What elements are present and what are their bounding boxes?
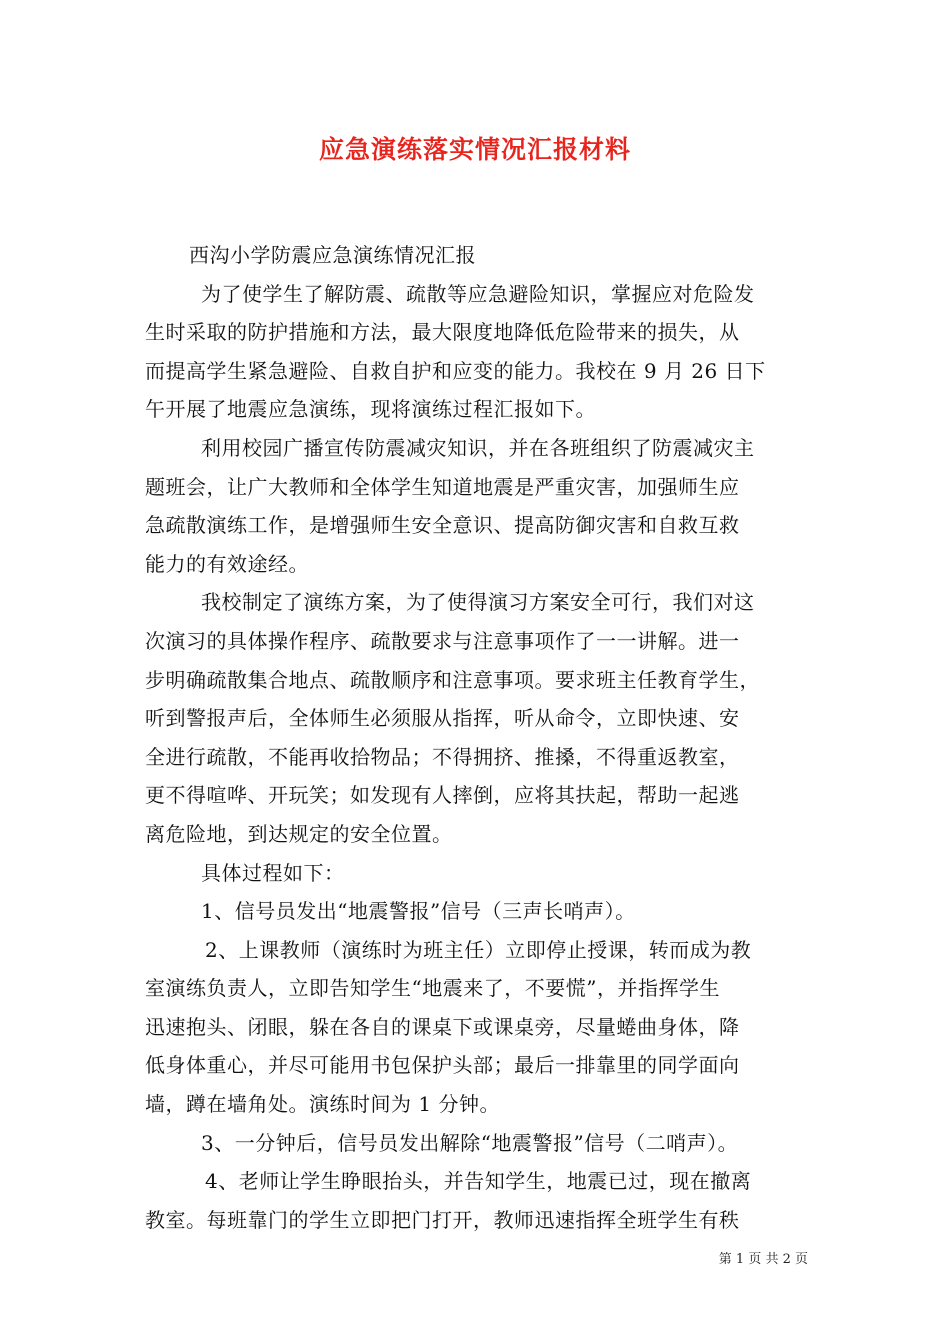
paragraph-line: 听到警报声后，全体师生必须服从指挥，听从命令，立即快速、安 xyxy=(145,706,740,731)
paragraph-line: 而提高学生紧急避险、自救自护和应变的能力。我校在 9 月 26 日下 xyxy=(145,358,766,383)
document-body xyxy=(145,236,807,1239)
paragraph-line: 次演习的具体操作程序、疏散要求与注意事项作了一一讲解。进一 xyxy=(145,628,740,653)
paragraph-line: 为了使学生了解防震、疏散等应急避险知识，掌握应对危险发 xyxy=(201,281,755,306)
paragraph-line: 全进行疏散，不能再收拾物品；不得拥挤、推搡，不得重返教室， xyxy=(145,744,740,769)
list-item: 3、一分钟后，信号员发出解除“地震警报”信号（二哨声）。 xyxy=(201,1130,739,1155)
paragraph-line: 更不得喧哗、开玩笑；如发现有人摔倒，应将其扶起，帮助一起逃 xyxy=(145,783,740,808)
paragraph-line: 利用校园广播宣传防震减灾知识，并在各班组织了防震减灾主 xyxy=(201,435,755,460)
paragraph-line: 能力的有效途经。 xyxy=(145,551,309,576)
paragraph-line: 迅速抱头、闭眼，躲在各自的课桌下或课桌旁，尽量蜷曲身体，降 xyxy=(145,1014,740,1039)
paragraph-line: 题班会，让广大教师和全体学生知道地震是严重灾害，加强师生应 xyxy=(145,474,740,499)
paragraph-line: 急疏散演练工作，是增强师生安全意识、提高防御灾害和自救互救 xyxy=(145,513,740,538)
list-item: 1、信号员发出“地震警报”信号（三声长哨声）。 xyxy=(201,899,636,924)
list-item: 2、上课教师（演练时为班主任）立即停止授课，转而成为教 xyxy=(205,937,752,962)
list-item: 4、老师让学生睁眼抬头，并告知学生，地震已过，现在撤离 xyxy=(205,1169,752,1194)
paragraph-line: 我校制定了演练方案，为了使得演习方案安全可行，我们对这 xyxy=(201,590,755,615)
paragraph-line: 步明确疏散集合地点、疏散顺序和注意事项。要求班主任教育学生， xyxy=(145,667,760,692)
paragraph-line: 低身体重心，并尽可能用书包保护头部；最后一排靠里的同学面向 xyxy=(145,1053,740,1078)
paragraph-line: 墙，蹲在墙角处。演练时间为 1 分钟。 xyxy=(145,1092,500,1117)
page-number: 第 1 页 共 2 页 xyxy=(718,1252,808,1267)
paragraph-line: 离危险地，到达规定的安全位置。 xyxy=(145,821,453,846)
paragraph-line: 具体过程如下： xyxy=(201,860,345,885)
document-title: 应急演练落实情况汇报材料 xyxy=(318,135,631,164)
paragraph-line: 教室。每班靠门的学生立即把门打开，教师迅速指挥全班学生有秩 xyxy=(145,1207,740,1232)
paragraph-line: 生时采取的防护措施和方法，最大限度地降低危险带来的损失，从 xyxy=(145,320,740,345)
paragraph-line: 室演练负责人，立即告知学生“地震来了，不要慌”，并指挥学生 xyxy=(145,976,720,1001)
doc-subtitle: 西沟小学防震应急演练情况汇报 xyxy=(189,243,476,267)
paragraph-line: 午开展了地震应急演练，现将演练过程汇报如下。 xyxy=(145,397,596,422)
